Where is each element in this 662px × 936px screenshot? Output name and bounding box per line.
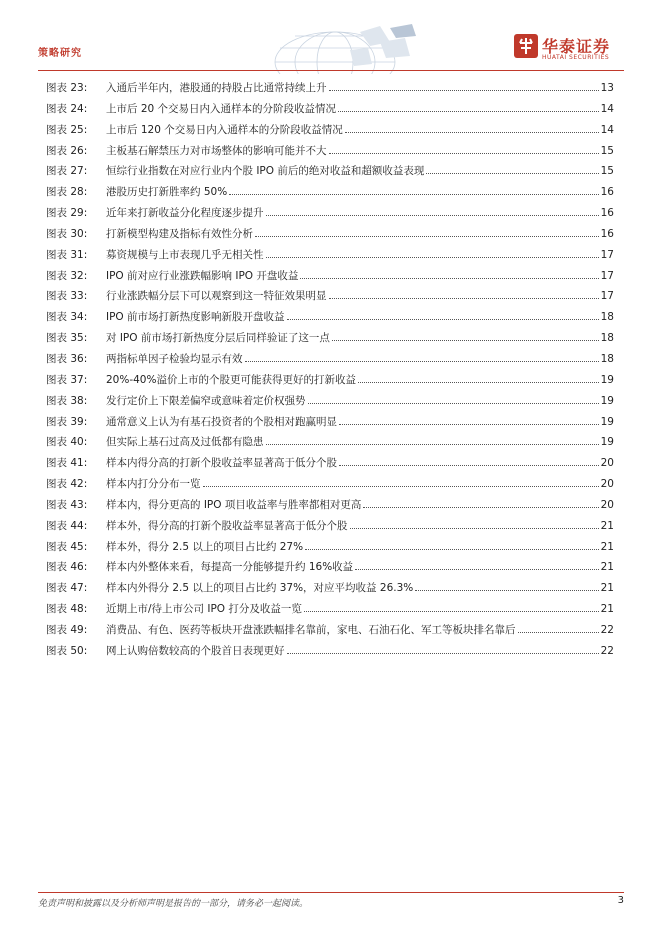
toc-entry-page[interactable]: 14 — [600, 102, 614, 115]
toc-dot-leader — [358, 372, 599, 383]
toc-entry-title[interactable]: 样本外，得分高的打新个股收益率显著高于低分个股 — [106, 519, 348, 532]
toc-dot-leader — [339, 414, 599, 425]
toc-entry-label: 图表 50: — [46, 644, 88, 657]
toc-entry[interactable] — [46, 391, 614, 412]
toc-entry-label: 图表 42: — [46, 478, 88, 491]
toc-dot-leader — [229, 184, 598, 195]
toc-entry-title[interactable]: 样本内，得分更高的 IPO 项目收益率与胜率都相对更高 — [106, 498, 362, 511]
toc-entry-title[interactable]: 募资规模与上市表现几乎无相关性 — [106, 248, 264, 261]
toc-entry-page[interactable]: 18 — [600, 352, 614, 365]
toc-entry-title[interactable]: IPO 前对应行业涨跌幅影响 IPO 开盘收益 — [106, 269, 299, 282]
footer-disclaimer: 免责声明和披露以及分析师声明是报告的一部分，请务必一起阅读。 — [38, 899, 309, 909]
toc-entry[interactable] — [46, 537, 614, 558]
toc-entry-page[interactable]: 22 — [600, 623, 614, 636]
toc-entry-label: 图表 26: — [46, 144, 88, 157]
toc-entry-page[interactable]: 17 — [600, 290, 614, 303]
toc-entry-label: 图表 41: — [46, 457, 88, 470]
toc-entry-title[interactable]: 上市后 20 个交易日内入通样本的分阶段收益情况 — [106, 102, 337, 115]
toc-entry-page[interactable]: 19 — [600, 394, 614, 407]
toc-entry[interactable] — [46, 203, 614, 224]
toc-dot-leader — [339, 455, 599, 466]
header-decorative-graphic — [240, 22, 430, 74]
toc-entry-page[interactable]: 17 — [600, 248, 614, 261]
toc-entry-title[interactable]: 样本外，得分 2.5 以上的项目占比约 27% — [106, 540, 304, 553]
toc-entry[interactable] — [46, 141, 614, 162]
toc-entry-title[interactable]: 通常意义上认为有基石投资者的个股相对跑赢明显 — [106, 415, 337, 428]
toc-dot-leader — [266, 205, 599, 216]
toc-dot-leader — [287, 309, 599, 320]
toc-entry-label: 图表 25: — [46, 123, 88, 136]
toc-entry-page[interactable]: 20 — [600, 478, 614, 491]
toc-entry-page[interactable]: 16 — [600, 186, 614, 199]
toc-entry-page[interactable]: 21 — [600, 582, 614, 595]
toc-entry[interactable] — [46, 453, 614, 474]
toc-entry[interactable] — [46, 578, 614, 599]
toc-entry-label: 图表 32: — [46, 269, 88, 282]
toc-dot-leader — [203, 476, 599, 487]
toc-entry[interactable] — [46, 224, 614, 245]
toc-dot-leader — [345, 122, 599, 133]
toc-entry-title[interactable]: 恒综行业指数在对应行业内个股 IPO 前后的绝对收益和超额收益表现 — [106, 165, 425, 178]
toc-entry-title[interactable]: 样本内外整体来看，每提高一分能够提升约 16%收益 — [106, 561, 354, 574]
toc-entry[interactable] — [46, 328, 614, 349]
toc-entry[interactable] — [46, 99, 614, 120]
toc-dot-leader — [332, 330, 599, 341]
toc-entry[interactable] — [46, 245, 614, 266]
toc-entry-title[interactable]: IPO 前市场打新热度影响新股开盘收益 — [106, 311, 285, 324]
toc-dot-leader — [255, 226, 599, 237]
toc-dot-leader — [350, 518, 599, 529]
figure-list — [46, 78, 614, 662]
toc-dot-leader — [308, 393, 599, 404]
toc-entry[interactable] — [46, 370, 614, 391]
toc-dot-leader — [300, 268, 598, 279]
toc-entry[interactable] — [46, 516, 614, 537]
toc-entry[interactable] — [46, 641, 614, 662]
toc-entry[interactable] — [46, 349, 614, 370]
toc-entry-title[interactable]: 但实际上基石过高及过低都有隐患 — [106, 436, 264, 449]
toc-entry-page[interactable]: 19 — [600, 415, 614, 428]
toc-entry-page[interactable]: 21 — [600, 561, 614, 574]
toc-entry-page[interactable]: 14 — [600, 123, 614, 136]
toc-entry-label: 图表 49: — [46, 623, 88, 636]
toc-entry-label: 图表 47: — [46, 582, 88, 595]
toc-entry-label: 图表 40: — [46, 436, 88, 449]
footer-divider — [38, 892, 624, 893]
toc-entry-title[interactable]: 消费品、有色、医药等板块开盘涨跌幅排名靠前，家电、石油石化、军工等板块排名靠后 — [106, 623, 516, 636]
toc-entry-label: 图表 27: — [46, 165, 88, 178]
toc-entry-label: 图表 35: — [46, 332, 88, 345]
toc-dot-leader — [266, 247, 599, 258]
toc-entry-label: 图表 46: — [46, 561, 88, 574]
company-logo — [514, 32, 624, 68]
toc-entry-label: 图表 45: — [46, 540, 88, 553]
toc-entry[interactable] — [46, 557, 614, 578]
toc-entry-title[interactable]: 港股历史打新胜率约 50% — [106, 186, 228, 199]
toc-entry[interactable] — [46, 161, 614, 182]
toc-dot-leader — [338, 101, 599, 112]
toc-entry-page[interactable]: 18 — [600, 311, 614, 324]
toc-entry-title[interactable]: 近年来打新收益分化程度逐步提升 — [106, 207, 264, 220]
logo-text-en: HUATAI SECURITIES — [542, 54, 610, 61]
toc-entry[interactable] — [46, 474, 614, 495]
toc-entry-title[interactable]: 20%-40%溢价上市的个股更可能获得更好的打新收益 — [106, 373, 356, 386]
toc-entry-title[interactable]: 打新模型构建及指标有效性分析 — [106, 227, 253, 240]
toc-entry-page[interactable]: 22 — [600, 644, 614, 657]
toc-entry[interactable] — [46, 307, 614, 328]
toc-entry-page[interactable]: 21 — [600, 540, 614, 553]
toc-entry-label: 图表 36: — [46, 352, 88, 365]
toc-entry-page[interactable]: 21 — [600, 603, 614, 616]
toc-entry[interactable] — [46, 78, 614, 99]
toc-entry-title[interactable]: 样本内外得分 2.5 以上的项目占比约 37%，对应平均收益 26.3% — [106, 582, 414, 595]
toc-entry-title[interactable]: 发行定价上下限差偏窄或意味着定价权强势 — [106, 394, 306, 407]
toc-entry[interactable] — [46, 266, 614, 287]
toc-dot-leader — [415, 580, 598, 591]
toc-entry-label: 图表 39: — [46, 415, 88, 428]
toc-dot-leader — [266, 434, 599, 445]
toc-entry-title[interactable]: 近期上市/待上市公司 IPO 打分及收益一览 — [106, 603, 302, 616]
toc-entry-title[interactable]: 上市后 120 个交易日内入通样本的分阶段收益情况 — [106, 123, 343, 136]
toc-entry-label: 图表 34: — [46, 311, 88, 324]
toc-dot-leader — [245, 351, 599, 362]
toc-entry-label: 图表 43: — [46, 498, 88, 511]
toc-entry[interactable] — [46, 599, 614, 620]
toc-entry[interactable] — [46, 120, 614, 141]
toc-entry[interactable] — [46, 432, 614, 453]
toc-dot-leader — [355, 559, 598, 570]
toc-entry-label: 图表 24: — [46, 102, 88, 115]
toc-entry-label: 图表 33: — [46, 290, 88, 303]
toc-entry-page[interactable]: 16 — [600, 207, 614, 220]
toc-dot-leader — [518, 622, 599, 633]
toc-entry-page[interactable]: 19 — [600, 373, 614, 386]
toc-entry-page[interactable]: 16 — [600, 227, 614, 240]
toc-entry-page[interactable]: 18 — [600, 332, 614, 345]
section-label: 策略研究 — [38, 48, 82, 59]
toc-dot-leader — [329, 80, 599, 91]
page-number: 3 — [617, 895, 624, 906]
toc-entry-title[interactable]: 网上认购倍数较高的个股首日表现更好 — [106, 644, 285, 657]
toc-entry[interactable] — [46, 286, 614, 307]
toc-entry-page[interactable]: 17 — [600, 269, 614, 282]
toc-entry-label: 图表 37: — [46, 373, 88, 386]
logo-text-cn: 华泰证券 — [542, 37, 611, 56]
toc-entry-label: 图表 30: — [46, 227, 88, 240]
toc-dot-leader — [287, 643, 599, 654]
toc-entry-title[interactable]: 两指标单因子检验均显示有效 — [106, 352, 243, 365]
toc-dot-leader — [305, 539, 599, 550]
toc-entry-label: 图表 31: — [46, 248, 88, 261]
logo-mark-icon — [514, 34, 538, 58]
toc-entry-title[interactable]: 对 IPO 前市场打新热度分层后同样验证了这一点 — [106, 332, 330, 345]
toc-entry-label: 图表 44: — [46, 519, 88, 532]
page-header — [0, 0, 662, 70]
toc-entry-page[interactable]: 20 — [600, 457, 614, 470]
toc-dot-leader — [363, 497, 598, 508]
header-divider — [38, 70, 624, 71]
toc-entry-page[interactable]: 13 — [600, 82, 614, 94]
toc-entry[interactable] — [46, 412, 614, 433]
toc-entry-page[interactable]: 20 — [600, 498, 614, 511]
toc-entry-label: 图表 48: — [46, 603, 88, 616]
toc-entry-label: 图表 28: — [46, 186, 88, 199]
toc-entry[interactable] — [46, 620, 614, 641]
toc-entry[interactable] — [46, 495, 614, 516]
toc-entry-page[interactable]: 21 — [600, 519, 614, 532]
toc-entry-title[interactable]: 行业涨跌幅分层下可以观察到这一特征效果明显 — [106, 290, 327, 303]
toc-dot-leader — [329, 288, 599, 299]
toc-entry-page[interactable]: 15 — [600, 144, 614, 157]
toc-entry-label: 图表 23: — [46, 82, 88, 94]
toc-entry-label: 图表 38: — [46, 394, 88, 407]
toc-dot-leader — [329, 143, 599, 154]
toc-entry-title[interactable]: 入通后半年内，港股通的持股占比通常持续上升 — [106, 82, 327, 94]
toc-entry-title[interactable]: 主板基石解禁压力对市场整体的影响可能并不大 — [106, 144, 327, 157]
toc-dot-leader — [426, 163, 598, 174]
toc-entry[interactable] — [46, 182, 614, 203]
toc-entry-title[interactable]: 样本内得分高的打新个股收益率显著高于低分个股 — [106, 457, 337, 470]
toc-entry-page[interactable]: 19 — [600, 436, 614, 449]
toc-entry-page[interactable]: 15 — [600, 165, 614, 178]
toc-entry-label: 图表 29: — [46, 207, 88, 220]
toc-dot-leader — [304, 601, 599, 612]
toc-entry-title[interactable]: 样本内打分分布一览 — [106, 478, 201, 491]
